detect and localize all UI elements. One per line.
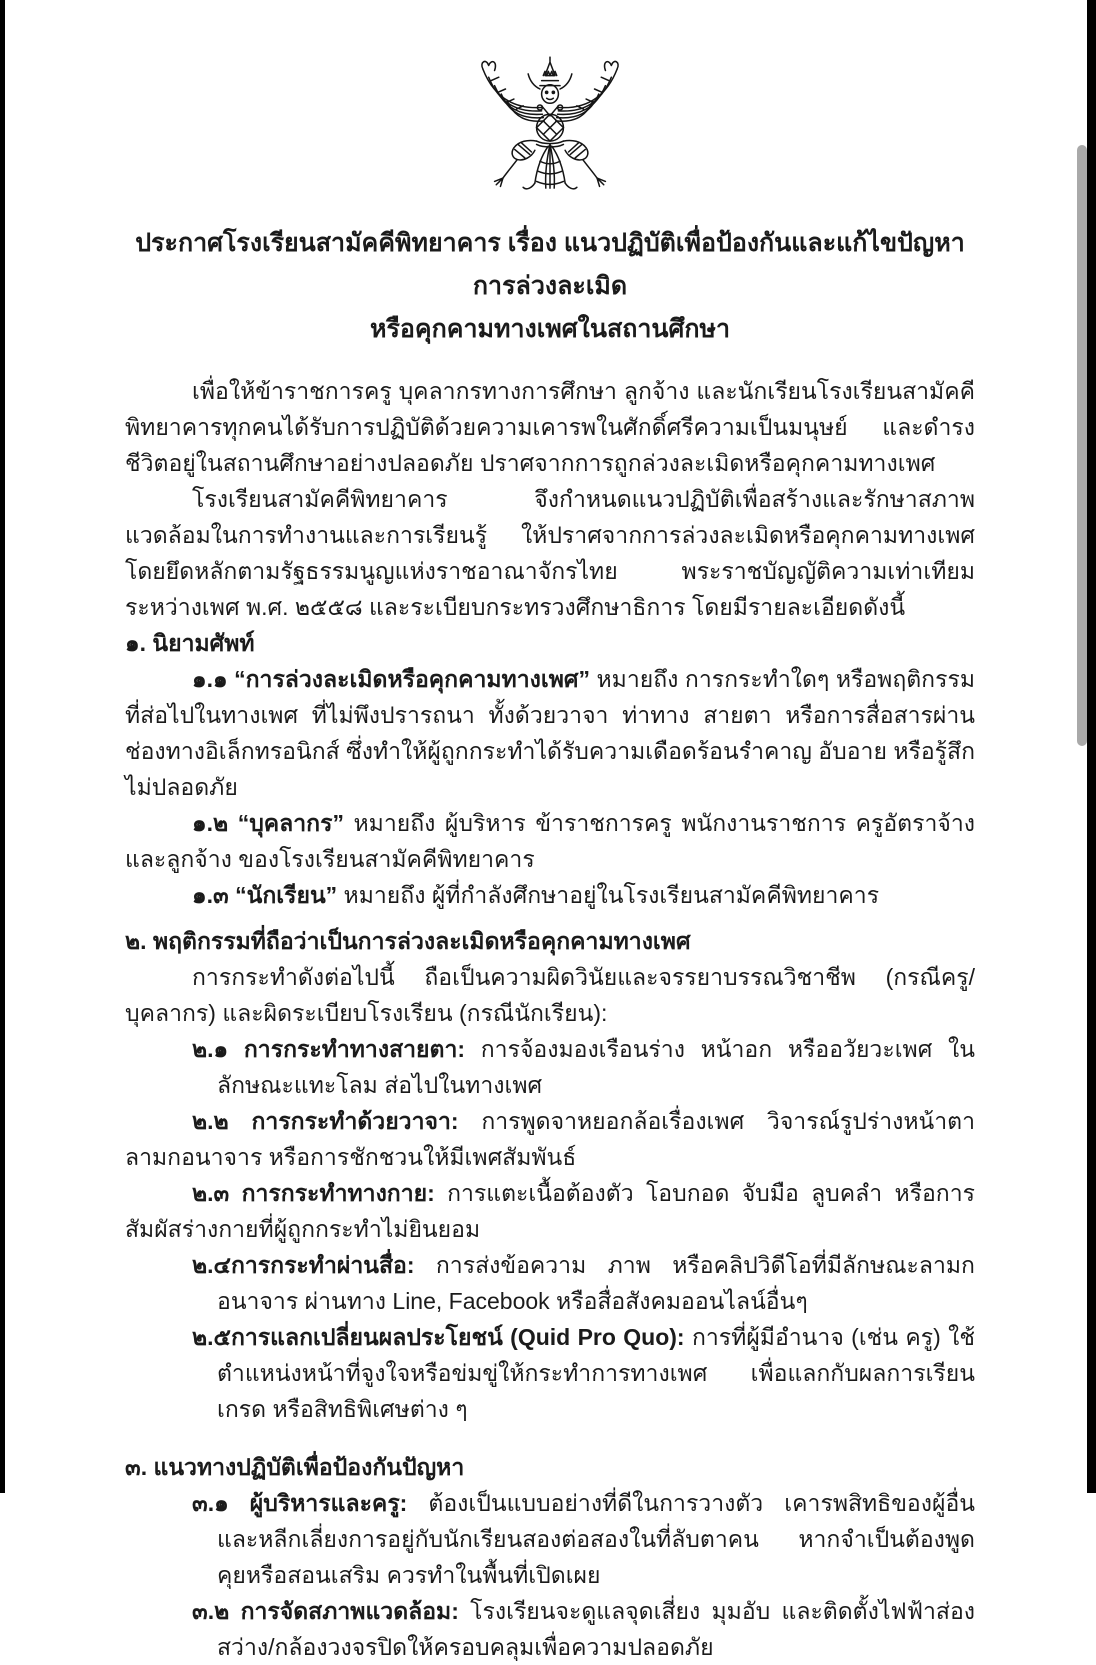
- behavior-item-2-4-text: การส่งข้อความ ภาพ หรือคลิปวิดีโอที่มีลักษณะลามกอนาจาร ผ่านทาง Line, Facebook หรือสื่อสังคมออนไลน์อื่นๆ: [217, 1252, 975, 1314]
- title-line-2: หรือคุกคามทางเพศในสถานศึกษา: [370, 315, 730, 343]
- behavior-item-2-2-term: ๒.๒ การกระทำด้วยวาจา:: [192, 1108, 459, 1134]
- definition-item-1-2-term: ๑.๒ “บุคลากร”: [192, 810, 344, 836]
- intro-paragraph-1: เพื่อให้ข้าราชการครู บุคลากรทางการศึกษา ลูกจ้าง และนักเรียนโรงเรียนสามัคคีพิทยาคารทุกคนได้รับการปฏิบัติด้วยความเคารพในศักดิ์ศรีความเป็นมนุษย์ และดำรงชีวิตอยู่ในสถานศึกษาอย่างปลอดภัย ปราศจากการถูกล่วงละเมิดหรือคุกคามทางเพศ: [125, 378, 975, 476]
- announcement-document: [125, 0, 976, 1660]
- title-line-1: ประกาศโรงเรียนสามัคคีพิทยาคาร เรื่อง แนวปฏิบัติเพื่อป้องกันและแก้ไขปัญหาการล่วงละเมิด: [135, 229, 965, 300]
- guideline-item-3-2: [125, 1593, 975, 1665]
- definition-item-1-3-text: หมายถึง ผู้ที่กำลังศึกษาอยู่ในโรงเรียนสามัคคีพิทยาคาร: [337, 882, 880, 908]
- screen-edge-left: [0, 0, 5, 1493]
- behavior-item-2-4: [125, 1247, 975, 1319]
- behavior-item-2-4-term: ๒.๔การกระทำผ่านสื่อ:: [192, 1252, 415, 1278]
- behavior-item-2-3: [125, 1175, 975, 1247]
- behavior-item-2-5: [125, 1319, 975, 1427]
- definition-item-1-3: [125, 877, 975, 913]
- behavior-item-2-2-text: การพูดจาหยอกล้อเรื่องเพศ วิจารณ์รูปร่างหน้าตา ลามกอนาจาร หรือการชักชวนให้มีเพศสัมพันธ์: [125, 1108, 976, 1170]
- behavior-item-2-1-term: ๒.๑ การกระทำทางสายตา:: [192, 1036, 466, 1062]
- behavior-item-2-1-text: การจ้องมองเรือนร่าง หน้าอก หรืออวัยวะเพศ ในลักษณะแทะโลม ส่อไปในทางเพศ: [217, 1036, 975, 1098]
- guideline-item-3-2-term: ๓.๒ การจัดสภาพแวดล้อม:: [192, 1598, 459, 1624]
- definition-item-1-2-text: หมายถึง ผู้บริหาร ข้าราชการครู พนักงานราชการ ครูอัตราจ้าง และลูกจ้าง ของโรงเรียนสามัคคีพิทยาคาร: [125, 810, 975, 872]
- guideline-item-3-1-text: ต้องเป็นแบบอย่างที่ดีในการวางตัว เคารพสิทธิของผู้อื่น และหลีกเลี่ยงการอยู่กับนักเรียนสองต่อสองในที่ลับตาคน หากจำเป็นต้องพูดคุยหรือสอนเสริม ควรทำในพื้นที่เปิดเผย: [217, 1490, 975, 1588]
- behavior-item-2-5-term: ๒.๕การแลกเปลี่ยนผลประโยชน์ (Quid Pro Quo):: [192, 1324, 685, 1350]
- definition-item-1-1-term: ๑.๑ “การล่วงละเมิดหรือคุกคามทางเพศ”: [192, 666, 590, 692]
- guideline-item-3-1: [125, 1485, 975, 1593]
- definition-item-1-1-text: หมายถึง การกระทำใดๆ หรือพฤติกรรมที่ส่อไปในทางเพศ ที่ไม่พึงปรารถนา ทั้งด้วยวาจา ท่าทาง สายตา หรือการสื่อสารผ่านช่องทางอิเล็กทรอนิกส์ ซึ่งทำให้ผู้ถูกกระทำได้รับความเดือดร้อนรำคาญ อับอาย หรือรู้สึกไม่ปลอดภัย: [125, 666, 975, 800]
- document-title: [125, 222, 975, 351]
- definition-item-1-1: [125, 661, 975, 805]
- behavior-item-2-3-term: ๒.๓ การกระทำทางกาย:: [192, 1180, 435, 1206]
- definition-item-1-3-term: ๑.๓ “นักเรียน”: [192, 882, 338, 908]
- behavior-item-2-2: [125, 1103, 975, 1175]
- guideline-item-3-1-term: ๓.๑ ผู้บริหารและครู:: [192, 1490, 408, 1516]
- section-2-heading: ๒. พฤติกรรมที่ถือว่าเป็นการล่วงละเมิดหรือคุกคามทางเพศ: [125, 928, 691, 954]
- section-2-intro: การกระทำดังต่อไปนี้ ถือเป็นความผิดวินัยและจรรยาบรรณวิชาชีพ (กรณีครู/บุคลากร) และผิดระเบียบโรงเรียน (กรณีนักเรียน):: [125, 964, 975, 1026]
- scrollbar-thumb[interactable]: [1077, 145, 1087, 746]
- garuda-emblem-icon: [466, 52, 634, 210]
- section-3-heading: ๓. แนวทางปฏิบัติเพื่อป้องกันปัญหา: [125, 1454, 465, 1480]
- guideline-item-3-2-text: โรงเรียนจะดูแลจุดเสี่ยง มุมอับ และติดตั้งไฟฟ้าส่องสว่าง/กล้องวงจรปิดให้ครอบคลุมเพื่อความปลอดภัย: [217, 1598, 975, 1660]
- intro-paragraph-2: โรงเรียนสามัคคีพิทยาคาร จึงกำหนดแนวปฏิบัติเพื่อสร้างและรักษาสภาพแวดล้อมในการทำงานและการเรียนรู้ ให้ปราศจากการล่วงละเมิดหรือคุกคามทางเพศ โดยยึดหลักตามรัฐธรรมนูญแห่งราชอาณาจักรไทย พระราชบัญญัติความเท่าเทียมระหว่างเพศ พ.ศ. ๒๕๕๘ และระเบียบกระทรวงศึกษาธิการ โดยมีรายละเอียดดังนี้: [125, 486, 975, 620]
- screen-edge-right: [1087, 0, 1096, 1493]
- behavior-item-2-5-text: การที่ผู้มีอำนาจ (เช่น ครู) ใช้ตำแหน่งหน้าที่จูงใจหรือข่มขู่ให้กระทำการทางเพศ เพื่อแลกกับผลการเรียน เกรด หรือสิทธิพิเศษต่าง ๆ: [217, 1324, 975, 1422]
- behavior-item-2-3-text: การแตะเนื้อต้องตัว โอบกอด จับมือ ลูบคลำ หรือการสัมผัสร่างกายที่ผู้ถูกกระทำไม่ยินยอม: [125, 1180, 975, 1242]
- section-1-heading: ๑. นิยามศัพท์: [125, 630, 255, 656]
- behavior-item-2-1: [125, 1031, 975, 1103]
- definition-item-1-2: [125, 805, 975, 877]
